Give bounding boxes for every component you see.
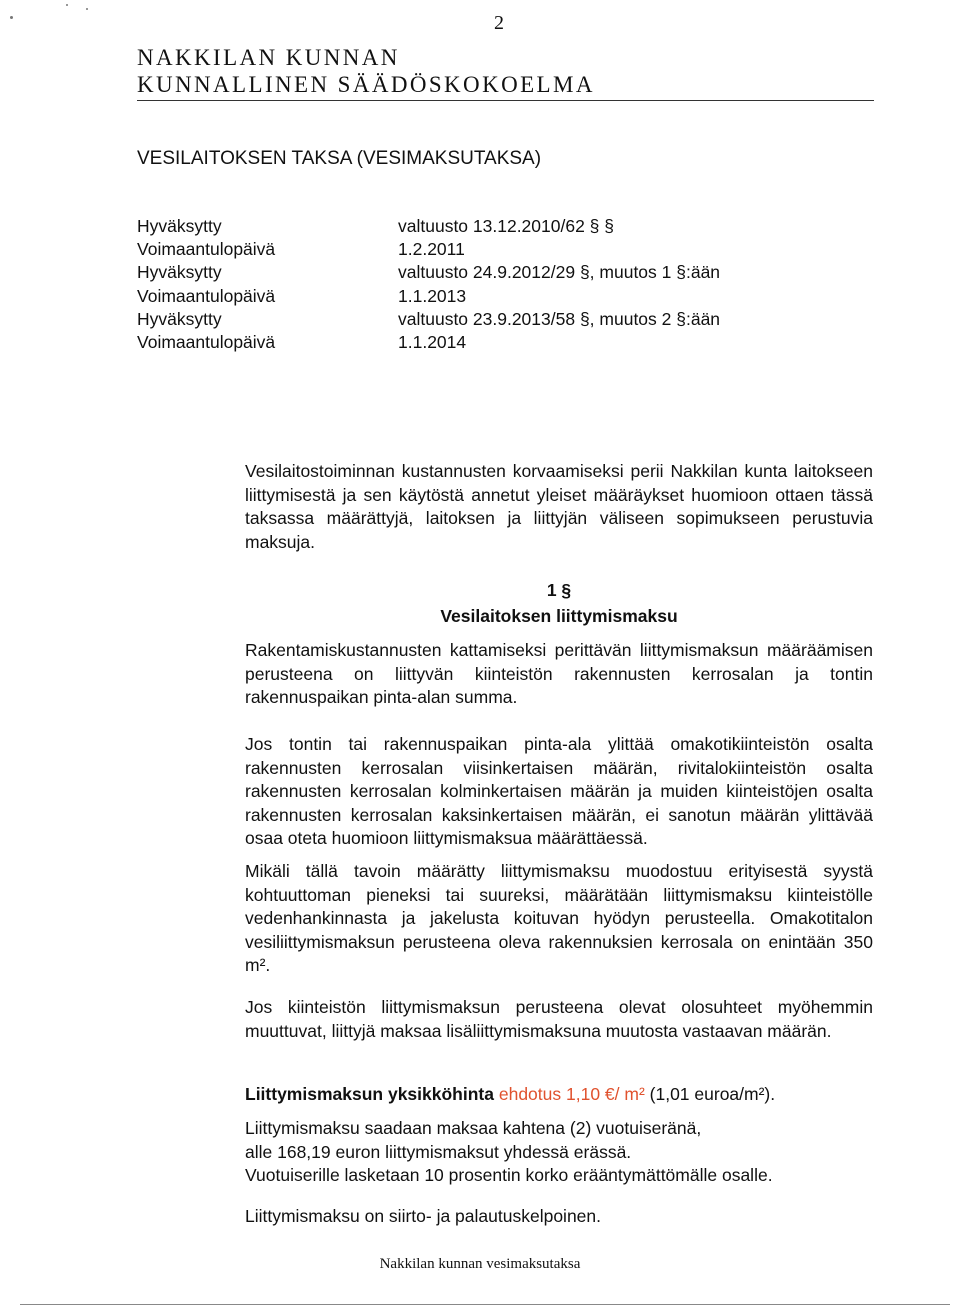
approval-value: 1.1.2013 bbox=[398, 285, 467, 306]
scan-speck bbox=[10, 16, 13, 19]
approval-label: Hyväksytty bbox=[137, 262, 222, 283]
approval-row bbox=[137, 238, 720, 261]
intro-paragraph: Vesilaitostoiminnan kustannusten korvaamiseksi perii Nakkilan kunta laitokseen liittymisestä ja sen käytöstä annetut yleiset määräykset huomioon ottaen tässä taksassa määrättyjä, laitoksen ja liittyjän väliseen sopimukseen perustuvia maksuja. bbox=[245, 461, 873, 552]
scan-speck bbox=[66, 4, 68, 6]
approval-label: Hyväksytty bbox=[137, 308, 222, 329]
unit-price-current: (1,01 euroa/m²). bbox=[649, 1084, 776, 1104]
section-1-paragraph-1: Rakentamiskustannusten kattamiseksi perittävän liittymismaksun määräämisen perusteena on liittyvän kiinteistön rakennusten kerrosalan ja tontin rakennuspaikan pinta-alan summa. bbox=[245, 640, 873, 707]
page-footer: Nakkilan kunnan vesimaksutaksa bbox=[379, 1256, 581, 1272]
section-1-paragraph-4: Jos kiinteistön liittymismaksun perusteena olevat olosuhteet myöhemmin muuttuvat, liittyjä maksaa lisäliittymismaksuna muutosta vastaavan määrän. bbox=[245, 997, 873, 1041]
approval-value: valtuusto 13.12.2010/62 § § bbox=[398, 216, 615, 236]
approval-value: valtuusto 24.9.2012/29 §, muutos 1 §:ään bbox=[398, 262, 721, 283]
approval-row bbox=[137, 308, 720, 331]
unit-price-line bbox=[245, 1083, 873, 1107]
approval-label: Hyväksytty bbox=[137, 216, 222, 236]
document-header bbox=[137, 44, 874, 101]
approval-label: Voimaantulopäivä bbox=[137, 285, 276, 306]
section-title: Vesilaitoksen liittymismaksu bbox=[440, 606, 678, 626]
approval-label: Voimaantulopäivä bbox=[137, 239, 276, 260]
approval-row bbox=[137, 261, 720, 284]
section-1-paragraph-3: Mikäli tällä tavoin määrätty liittymismaksu muodostuu erityisestä syystä kohtuuttoman pieneksi tai suureksi, määrätään liittymismaksu kiinteistölle vedenhankinnasta ja jakelusta koituvan hyödyn perusteella. Omakotitalon vesiliittymismaksun perusteena oleva rakennuksien kerrosala on enintään 350 m². bbox=[245, 861, 873, 975]
bottom-rule bbox=[20, 1304, 950, 1305]
approval-value: 1.1.2014 bbox=[398, 332, 467, 353]
unit-price-proposal: ehdotus 1,10 €/ m² bbox=[498, 1084, 645, 1104]
approval-label: Voimaantulopäivä bbox=[137, 332, 276, 353]
section-number: 1 § bbox=[546, 580, 572, 600]
scan-speck bbox=[86, 8, 88, 10]
installment-line: Vuotuiserille lasketaan 10 prosentin korko erääntymättömälle osalle. bbox=[245, 1165, 773, 1185]
page-number: 2 bbox=[494, 12, 504, 34]
paragraph-text: Mikäli tällä tavoin määrätty liittymismaksu muodostuu erityisestä syystä kohtuuttoman pieneksi tai suureksi, määrätään liittymismaksu kiinteistölle vedenhankinnasta ja jakelusta koituvan hyödyn perusteella. Omakotitalon vesiliittymismaksun perusteena oleva rakennuksien kerrosala on enintään bbox=[245, 861, 873, 952]
section-1-paragraph-2: Jos tontin tai rakennuspaikan pinta-ala ylittää omakotikiinteistön osalta rakennusten kerrosalan viisinkertaisen määrän, rivitalokiinteistön osalta rakennusten kerrosalan kolminkertaisen määrän ja muiden kiinteistöjen osalta rakennusten kerrosalan kaksinkertaisen määrän, ei sanotun määrän ylittävää osaa oteta huomioon liittymismaksua määrättäessä. bbox=[245, 734, 873, 848]
header-line-1: NAKKILAN KUNNAN bbox=[137, 45, 400, 70]
installment-line: Liittymismaksu saadaan maksaa kahtena (2) vuotuiseränä, bbox=[245, 1118, 702, 1138]
unit-price-label: Liittymismaksun yksikköhinta bbox=[245, 1084, 494, 1104]
approval-row bbox=[137, 215, 720, 238]
installment-line: alle 168,19 euron liittymismaksut yhdessä erässä. bbox=[245, 1141, 632, 1162]
floor-area-limit: 350 m² bbox=[245, 931, 873, 975]
approval-row bbox=[137, 285, 720, 308]
header-line-2: KUNNALLINEN SÄÄDÖSKOKOELMA bbox=[137, 72, 595, 97]
approval-value: 1.2.2011 bbox=[398, 239, 465, 260]
approval-row bbox=[137, 331, 720, 354]
transfer-note: Liittymismaksu on siirto- ja palautuskelpoinen. bbox=[245, 1206, 601, 1226]
document-title: VESILAITOKSEN TAKSA (VESIMAKSUTAKSA) bbox=[137, 148, 542, 169]
section-1-heading bbox=[245, 577, 873, 629]
installment-block bbox=[245, 1117, 873, 1188]
approval-value: valtuusto 23.9.2013/58 §, muutos 2 §:ään bbox=[398, 308, 721, 329]
approval-table bbox=[137, 215, 720, 354]
